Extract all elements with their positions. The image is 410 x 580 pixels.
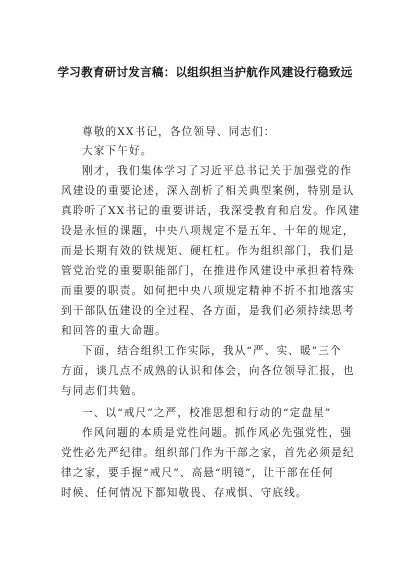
body-line: 而重要的职责。如何把中央八项规定精神不折不扣地落实 — [61, 285, 355, 297]
body-line: 而是长期有效的铁规矩、硬杠杠。作为组织部门，我们是 — [61, 245, 355, 257]
body-line: 和回答的重大命题。 — [61, 325, 167, 337]
body-line: 与同志们共勉。 — [61, 385, 144, 397]
body-line: 党性必先严纪律。组织部门作为干部之家，首先必须是纪 — [61, 447, 355, 459]
body-line: 设是永恒的课题，中央八项规定不是五年、十年的规定， — [61, 225, 355, 237]
body-line: 刚才，我们集体学习了习近平总书记关于加强党的作 — [82, 165, 353, 177]
body-line: 真聆听了XX书记的重要讲话，我深受教育和启发。作风建 — [61, 205, 361, 217]
section-heading: 一、以“戒尺”之严，校准思想和行动的“定盘星” — [82, 407, 332, 419]
body-line: 风建设的重要论述，深入剖析了相关典型案例，特别是认 — [61, 185, 355, 197]
body-line: 管党治党的重要职能部门，在推进作风建设中承担着特殊 — [61, 265, 355, 277]
body-line: 律之家，要手握“戒尺”、高悬“明镜”，让干部在任何 — [61, 467, 334, 479]
greeting-line: 大家下午好。 — [82, 145, 153, 157]
body-line: 时候、任何情况下都知敬畏、存戒惧、守底线。 — [61, 487, 308, 499]
salutation-line: 尊敬的XX书记，各位领导、同志们： — [82, 126, 276, 138]
document-title: 学习教育研讨发言稿：以组织担当护航作风建设行稳致远 — [57, 65, 353, 79]
body-line: 作风问题的本质是党性问题。抓作风必先强党性，强 — [82, 427, 353, 439]
body-line: 方面，谈几点不成熟的认识和体会，向各位领导汇报，也 — [61, 365, 355, 377]
body-line: 到干部队伍建设的全过程、各方面，是我们必须持续思考 — [61, 305, 355, 317]
body-line: 下面，结合组织工作实际，我从“严、实、暖”三个 — [82, 345, 342, 357]
